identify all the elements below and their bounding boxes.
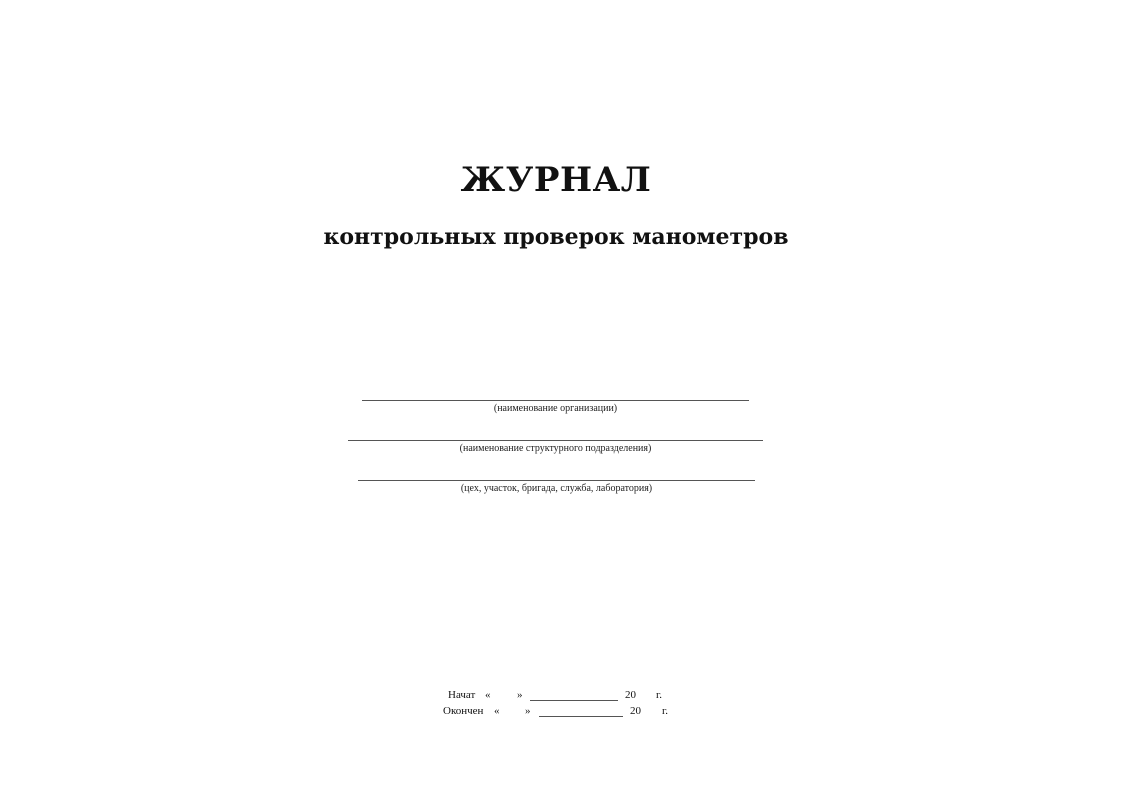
organization-field — [362, 400, 749, 414]
started-quote-close: » — [517, 689, 523, 701]
finished-label: Окончен — [443, 705, 484, 717]
started-date-row — [448, 689, 678, 703]
started-year-prefix: 20 — [625, 689, 636, 701]
subdivision-field — [348, 440, 763, 454]
organization-caption: (наименование организации) — [493, 403, 618, 414]
unit-caption: (цех, участок, бригада, служба, лаборатория) — [460, 483, 653, 494]
subdivision-blank-line — [348, 440, 763, 441]
started-quote-open: « — [485, 689, 491, 701]
finished-quote-open: « — [494, 705, 500, 717]
subdivision-caption: (наименование структурного подразделения) — [459, 443, 652, 454]
journal-subtitle: контрольных проверок манометров — [323, 224, 789, 250]
unit-blank-line — [358, 480, 755, 481]
started-month-blank — [530, 700, 618, 701]
finished-year-suffix: г. — [662, 705, 669, 717]
finished-year-prefix: 20 — [630, 705, 641, 717]
finished-date-row — [443, 705, 683, 719]
organization-blank-line — [362, 400, 749, 401]
unit-field — [358, 480, 755, 494]
finished-quote-close: » — [525, 705, 531, 717]
started-year-suffix: г. — [656, 689, 663, 701]
finished-month-blank — [539, 716, 623, 717]
started-label: Начат — [448, 689, 476, 701]
journal-title: ЖУРНАЛ — [460, 160, 652, 200]
